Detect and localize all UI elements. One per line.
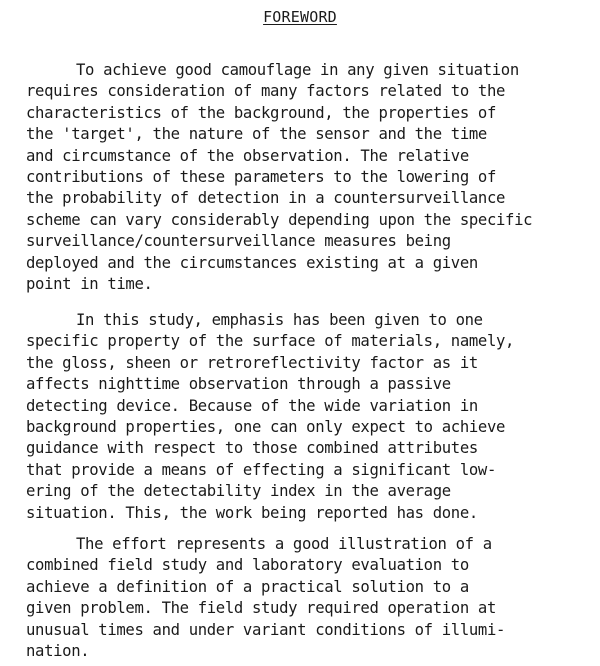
text-line: affects nighttime observation through a passive [26,375,451,394]
text-line: situation. This, the work being reported has done. [26,503,478,522]
text-line: unusual times and under variant conditions of illumi- [26,620,506,639]
page-title [0,8,600,26]
text-line: the 'target', the nature of the sensor and the time [26,125,487,144]
text-line: given problem. The field study required operation at [26,599,496,618]
paragraph-3 [26,534,596,662]
foreword-heading: FOREWORD [263,8,337,26]
text-line: nation. [26,641,90,660]
text-line: guidance with respect to those combined attributes [26,439,478,458]
text-line: point in time. [26,274,153,293]
text-line: scheme can vary considerably depending upon the specific [26,210,533,229]
text-line: the probability of detection in a countersurveillance [26,189,506,208]
text-line: In this study, emphasis has been given to one [76,311,483,329]
text-line: and circumstance of the observation. The relative [26,146,469,165]
text-line: deployed and the circumstances existing at a given [26,253,478,272]
text-line: The effort represents a good illustration of a [76,535,492,553]
text-line: the gloss, sheen or retroreflectivity factor as it [26,353,478,372]
text-line: combined field study and laboratory evaluation to [26,556,469,575]
text-line: that provide a means of effecting a significant low- [26,460,496,479]
text-line: requires consideration of many factors related to the [26,82,506,101]
text-line: achieve a definition of a practical solution to a [26,577,469,596]
text-line: background properties, one can only expect to achieve [26,417,506,436]
text-line: ering of the detectability index in the average [26,482,451,501]
paragraph-1 [26,60,596,295]
text-line: characteristics of the background, the properties of [26,103,496,122]
text-line: To achieve good camouflage in any given situation [76,61,519,79]
text-line: contributions of these parameters to the lowering of [26,167,496,186]
paragraph-2 [26,310,596,524]
text-line: surveillance/countersurveillance measures being [26,232,451,251]
text-line: detecting device. Because of the wide variation in [26,396,478,415]
text-line: specific property of the surface of materials, namely, [26,332,515,351]
